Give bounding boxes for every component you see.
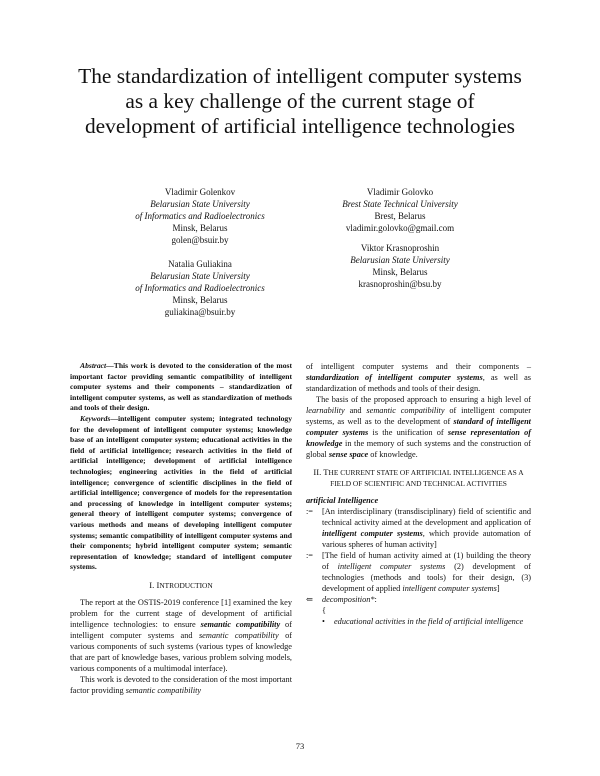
arrow-symbol: ⇐ bbox=[306, 595, 313, 604]
definition-1: := [An interdisciplinary (transdisciplinary) field of scientific and technical activity aimed at the development and application of intelligent computer systems, which provide automation of various spheres of human activity] bbox=[306, 507, 532, 549]
author-affiliation: Belarusian State University bbox=[150, 271, 250, 281]
author-email: vladimir.golovko@gmail.com bbox=[345, 223, 455, 233]
author-city: Brest, Belarus bbox=[374, 211, 426, 221]
author-affiliation-2: of Informatics and Radioelectronics bbox=[135, 283, 265, 293]
author-email: guliakina@bsuir.by bbox=[164, 307, 236, 317]
right-paragraph-1: of intelligent computer systems and their components – standardization of intelligent computer systems, as well as standardization of methods and tools of their design. bbox=[306, 362, 531, 393]
definition-term: artificial Intelligence bbox=[306, 496, 379, 505]
keywords-text: —intelligent computer system; integrated technology for the development of intelligent computer systems; knowledge base of an intelligent computer system; educational activities in the field of artificial intelligence; research activities in the field of artificial intelligence; development of artificial intelligence technologies; engineering activities in the field of artificial intelligence; convergence of scientific disciplines in the field of artificial intelligence; convergence of models for the representation and processing of knowledge in intelligent computer systems; general theory of intelligent computer systems; convergence of various methods and means of developing intelligent computer systems; semantic compatibility of intelligent computer systems and their components; hybrid intelligent computer system; semantic representation of knowledge; standard of intelligent computer systems. bbox=[70, 413, 292, 572]
author-name: Vladimir Golenkov bbox=[164, 187, 236, 197]
decomposition-line: ⇐ decomposition*: bbox=[306, 595, 377, 604]
author-city: Minsk, Belarus bbox=[372, 267, 428, 277]
page-number: 73 bbox=[295, 741, 305, 751]
author-affiliation: Belarusian State University bbox=[150, 199, 250, 209]
section-heading-current-state: II. THE CURRENT STATE OF ARTIFICIAL INTELLIGENCE AS A FIELD OF SCIENTIFIC AND TECHNICAL ACTIVITIES bbox=[313, 467, 524, 488]
author-block bbox=[310, 242, 490, 290]
brace-open: { bbox=[322, 606, 326, 615]
author-name: Viktor Krasnoproshin bbox=[360, 243, 440, 253]
author-email: golen@bsuir.by bbox=[171, 235, 229, 245]
list-item: • educational activities in the field of artificial intelligence bbox=[322, 617, 524, 626]
definition-symbol: := bbox=[306, 551, 313, 560]
intro-paragraph-1: The report at the OSTIS-2019 conference [1] examined the key problem for the current stage of development of artificial intelligence technologies: to ensure semantic compatibility of intelligent computer systems and semantic compatibility of various components of such systems (various types of knowledge that are part of knowledge bases, various problem solving models, various components of a multimodal interface). bbox=[70, 597, 292, 673]
author-email: krasnoproshin@bsu.by bbox=[358, 279, 442, 289]
author-city: Minsk, Belarus bbox=[172, 295, 228, 305]
author-block bbox=[110, 258, 290, 318]
keywords bbox=[70, 414, 292, 573]
author-name: Vladimir Golovko bbox=[366, 187, 434, 197]
author-city: Minsk, Belarus bbox=[172, 223, 228, 233]
author-affiliation: Brest State Technical University bbox=[342, 199, 458, 209]
right-paragraph-2: The basis of the proposed approach to ensuring a high level of learnability and semantic compatibility of intelligent computer systems, as well as to the development of standard of intelligent computer systems is the unification of sense representation of knowledge in the memory of such systems and the construction of global sense space of knowledge. bbox=[306, 395, 531, 459]
author-affiliation: Belarusian State University bbox=[350, 255, 450, 265]
right-column bbox=[306, 361, 531, 627]
abstract bbox=[70, 361, 292, 414]
author-affiliation-2: of Informatics and Radioelectronics bbox=[135, 211, 265, 221]
abstract-label: Abstract bbox=[80, 361, 107, 370]
section-heading-introduction: I. INTRODUCTION bbox=[149, 579, 213, 590]
paper-title: The standardization of intelligent computer systems as a key challenge of the current stage of development of artificial intelligence technologies bbox=[78, 64, 522, 138]
keywords-label: Keywords bbox=[80, 413, 111, 423]
author-name: Natalia Guliakina bbox=[168, 259, 232, 269]
abstract-text: —This work is devoted to the consideration of the most important factor providing semantic compatibility of intelligent computer systems and their components – standardization of intelligent computer systems, as well as standardization of methods and tools of their design. bbox=[70, 361, 292, 413]
left-column bbox=[70, 361, 292, 696]
bullet-icon: • bbox=[322, 617, 325, 626]
definition-2: := [The field of human activity aimed at (1) building the theory of intelligent computer systems (2) development of technologies (methods and tools) for their design, (3) development of applied intelligent computer systems] bbox=[306, 551, 531, 593]
intro-paragraph-2: This work is devoted to the consideration of the most important factor providing semantic compatibility bbox=[70, 674, 292, 695]
definition-symbol: := bbox=[306, 507, 313, 516]
author-block bbox=[310, 186, 490, 234]
author-block bbox=[110, 186, 290, 246]
